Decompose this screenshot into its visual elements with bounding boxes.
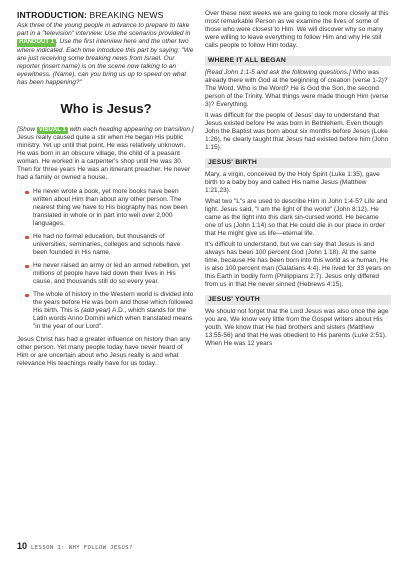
bullet-dot [25, 294, 29, 298]
bullet-dot [25, 265, 29, 269]
closing-paragraph: Jesus Christ has had a greater influence on history than any other person. Yet many people today have never heard of Him or are uncertain about who Jesus really is and what relevance His teachings really have for us today. [17, 336, 191, 367]
list-item [25, 262, 195, 286]
sec2-paragraph-2: What two "L"s are used to describe Him in John 1:4-5? Life and light. Jesus said, "I am the light of the world" (John 8:12). He came as the light into this dark sin-cursed world. He became one of us (John 1:14) so that He could die in our place in order that He might give us life—eternal life. [205, 198, 388, 237]
jesus-facts-list [25, 188, 195, 331]
list-item [25, 291, 195, 331]
sec1-paragraph-2: It was difficult for the people of Jesus' day to understand that Jesus existed before He was born in Bethlehem. Even though John the Baptist was born about six months before Jesus (Luke 1:26), he clearly taught that Jesus had existed before him (John 1:15). [205, 112, 389, 151]
sec2-paragraph-3: It's difficult to understand, but we can say that Jesus is and always has been 100 percent God (John 1:18). At the same time, because He has been born into this world as a human, He is also 100 percent man (Galatians 4:4). He lived for 33 years on this Earth in bodily form (Philippians 2:7). Jesus only differed from us in that He never sinned (Hebrews 4:15). [205, 241, 391, 288]
page-number: 10 [17, 541, 28, 551]
intro-heading [17, 10, 195, 20]
bullet-dot [25, 191, 29, 195]
page-footer [17, 541, 133, 551]
visual-tag: VISUAL 1 [38, 126, 66, 133]
handout-tag: HANDOUT 1 [19, 39, 55, 45]
sec3-paragraph-1: We should not forget that the Lord Jesus was also once the age you are. We know very little from the Gospel writers about His youth. We know that He had brothers and sisters (Matthew 13:55-56) and that He was obedient to His parents (Luke 2:51). When He was 12 years [205, 308, 389, 347]
list-item-text: He never wrote a book, yet more books have been written about Him than about any other person. The nearest thing we have to His biography has now been translated in whole or in part into well over 2,000 languages. [33, 188, 188, 227]
list-item-text: The whole of history in the Western world is divided into the years before He was born and those which followed His birth. This is [33, 291, 194, 314]
intro-instructions [17, 22, 195, 87]
sec2-paragraph-1: Mary, a virgin, conceived by the Holy Spirit (Luke 1:35), gave birth to a baby boy and called His name Jesus (Matthew 1:21,23). [205, 171, 380, 194]
list-item-text: He had no formal education, but thousands of universities, seminaries, colleges and schools have been founded in His name. [33, 233, 181, 256]
sec1-questions [205, 69, 391, 109]
list-item [25, 188, 195, 228]
list-item-text: He never raised an army or led an armed rebellion, yet millions of people have laid down their lives in His cause, and thousands still do so every year. [33, 262, 191, 285]
intro-text-a: Ask three of the young people in advance to prepare to take part in a "television" interview. Use the scenarios provided in [17, 22, 191, 37]
sec1-italic-instruction: [Read John 1:1-5 and ask the following questions.] [205, 69, 351, 76]
list-item [25, 233, 195, 257]
list-item-text-end: A.D., which stands for the Latin words Anno Domini which when translated means "in the year of our Lord". [33, 307, 193, 330]
opening-paragraph: Over these next weeks we are going to look more closely at this most remarkable Person as we examine the lives of some of those who were closest to Him. We will discover why so many were willing to leave everything to follow Him and why He still calls people to follow Him today. [205, 10, 389, 49]
bullet-dot [25, 236, 29, 240]
add-year-italic: (add year) [80, 307, 111, 314]
who-para-text: Jesus really caused quite a stir when He began His public ministry. Yet up until that point, He was relatively unknown. He was born in an obscure village, the child of a peasant woman. He worked in a carpenter's shop until He was 30. Then for three years He was an itinerant preacher. He never had a family or owned a house. [17, 134, 191, 181]
intro-heading-light: BREAKING NEWS [87, 10, 164, 20]
right-column [205, 10, 391, 348]
who-paragraph [17, 126, 195, 183]
intro-text-b: . Use the first interview here and the other two where indicated. Each time introduce this part by saying: "We are just receiving some breaking news from Israel. Our reporter (insert name) is on the scene now talking to an eyewitness. (Name), can you bring us up to speed on what has been happening?" [17, 38, 194, 86]
left-column [17, 10, 195, 368]
footer-lesson-title: LESSON 1: WHY FOLLOW JESUS? [31, 545, 133, 551]
section-heading-jesus-youth: JESUS' YOUTH [205, 295, 391, 305]
who-is-jesus-heading: Who is Jesus? [60, 100, 152, 116]
sec1-question-text: Who was already there with God at the beginning of creation (verse 1-2)? The Word. Who is the Word? He is God the Son, the second person of the Trinity. What things were made though Him (verse 3)? Everything. [205, 69, 389, 108]
show-text-b: with each heading appearing on transition.] [69, 125, 194, 133]
section-heading-jesus-birth: JESUS' BIRTH [205, 158, 391, 168]
intro-heading-bold: INTRODUCTION: [17, 10, 88, 20]
show-text-a: [Show [17, 125, 36, 133]
section-heading-where-it-all-began: WHERE IT ALL BEGAN [205, 56, 391, 66]
